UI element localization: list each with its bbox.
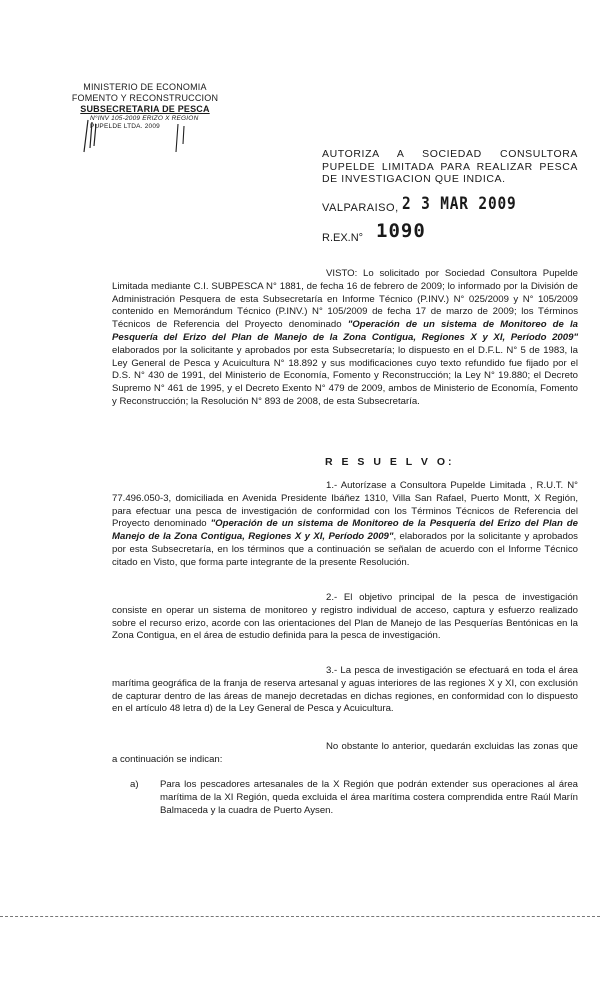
- resolution-title: AUTORIZA A SOCIEDAD CONSULTORA PUPELDE LIMITADA PARA REALIZAR PESCA DE INVESTIGACION QUE INDICA.: [322, 148, 578, 185]
- resuelvo-heading: R E S U E L V O:: [325, 456, 455, 468]
- visto-text: VISTO: Lo solicitado por Sociedad Consultora Pupelde Limitada mediante C.I. SUBPESCA N° 1881, de fecha 16 de febrero de 2009; lo informado por la División de Administración Pesquera de esta Subsecretaría en Informe Técnico (P.INV.) N° 025/2009 y N° 105/2009 contenido en Memorándum Técnico (P.INV.) N° 105/2009 de fecha 17 de marzo de 2009; los Términos Técnicos de Referencia del Proyecto denominado: [112, 268, 578, 331]
- item1-text: 1.- Autorízase a Consultora Pupelde Limitada , R.U.T. N° 77.496.050-3, domiciliada en Avenida Presidente Ibáñez 1310, Villa San Rafael, Puerto Montt, X Región, para efectuar una pesca de investigación de conformidad con los Términos Técnicos de Referencia del Proyecto denominado: [112, 480, 578, 530]
- header-line-5: PUPELDE LTDA. 2009: [90, 123, 160, 130]
- item1-project-bold: "Operación de un sistema de Monitoreo de la Pesquería del Erizo del Plan de Manejo de la Zona Contigua, Regiones X y XI, Período 2009": [112, 518, 578, 543]
- header-line-3: SUBSECRETARIA DE PESCA: [80, 104, 210, 114]
- header-line-4: N°INV 105-2009 ERIZO X REGION: [90, 115, 199, 122]
- date-stamp: 2 3 MAR 2009: [402, 194, 517, 214]
- resolution-item-3: 3.- La pesca de investigación se efectuará en toda el área marítima geográfica de la franja de reserva artesanal y aguas interiores de las regiones X y XI, con exclusión de capturar dentro de las áreas de manejo decretadas en dichas regiones, en conformidad con lo dispuesto en el artículo 48 letra d) de la Ley General de Pesca y Acuicultura.: [112, 665, 578, 715]
- item1-text-end: , elaborados por la solicitante y aprobados por esta Subsecretaría, en los términos que a continuación se señalan de acuerdo con el Informe Técnico citado en Visto, que forma parte integrante de la presente Resolución.: [112, 531, 578, 568]
- item-a-text: Para los pescadores artesanales de la X Región que podrán extender sus operaciones al área marítima de la XI Región, queda excluida el área marítima costera comprendida entre Raúl Marín Balmaceda y la cuadra de Puerto Aysen.: [160, 779, 578, 816]
- visto-paragraph: [112, 268, 578, 409]
- rex-number-stamp: 1090: [376, 220, 426, 242]
- handwritten-initials: [80, 118, 200, 158]
- resolution-item-1: [112, 480, 578, 570]
- header-line-1: MINISTERIO DE ECONOMIA: [83, 82, 207, 92]
- exclusion-intro: No obstante lo anterior, quedarán excluidas las zonas que a continuación se indican:: [112, 741, 578, 765]
- scan-edge-line: [0, 916, 600, 917]
- header-line-2: FOMENTO Y RECONSTRUCCION: [71, 93, 219, 103]
- place-label: VALPARAISO,: [322, 202, 399, 214]
- resolution-item-2: 2.- El objetivo principal de la pesca de investigación consiste en operar un sistema de monitoreo y registro individual de acceso, captura y esfuerzo realizado sobre el recurso erizo, acorde con las orientaciones del Plan de Manejo de las Pesquerías Bentónicas en la Zona Contigua, en el área de estudio definida para la pesca de investigación.: [112, 592, 578, 642]
- project-name-bold: "Operación de un sistema de Monitoreo de la Pesquería del Erizo del Plan de Manejo de la Zona Contigua, Regiones X y XI, Período 2009": [112, 319, 579, 343]
- item-a-label: a): [130, 779, 139, 790]
- rex-label: R.EX.N°: [322, 232, 364, 244]
- visto-text-end: elaborados por la solicitante y aprobados por esta Subsecretaría; lo dispuesto en el D.F.L. N° 5 de 1983, la Ley General de Pesca y Acuicultura N° 18.892 y sus modificaciones cuyo texto refundido fue fijado por el D.S. N° 430 de 1991, del Ministerio de Economía, Fomento y Reconstrucción; la Ley N° 19.880; el Decreto Supremo N° 461 de 1995, y el Decreto Exento N° 479 de 2009, ambos de Ministerio de Economía, Fomento y Reconstrucción; la Resolución N° 893 de 2008, de esta Subsecretaría.: [112, 344, 578, 407]
